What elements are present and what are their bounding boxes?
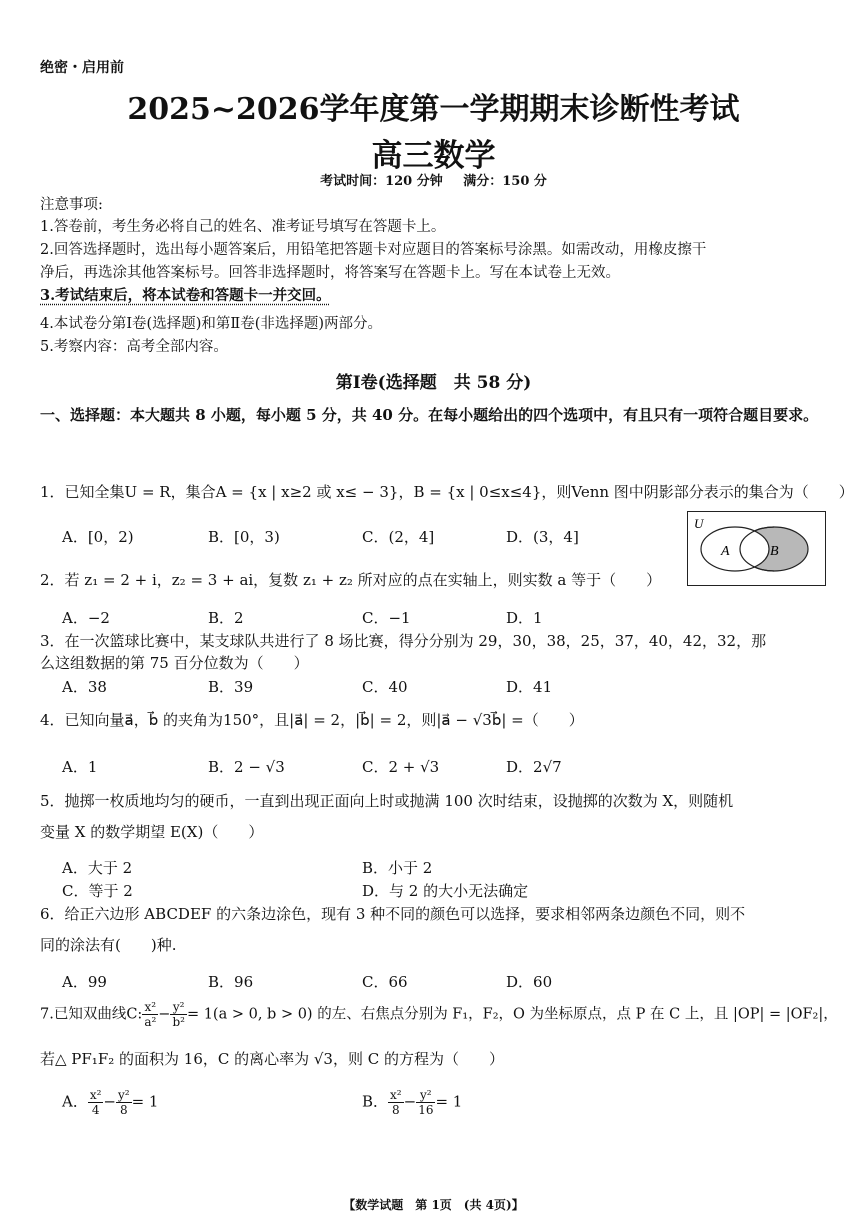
question-1-option-c: C．(2，4]: [362, 528, 435, 546]
exam-time: 考试时间：120 分钟: [320, 174, 443, 189]
section-title: 第Ⅰ卷(选择题 共 58 分): [335, 373, 532, 393]
question-4-stem: 4．已知向量a⃗，b⃗ 的夹角为150°，且|a⃗| = 2，|b⃗| = 2，则|a⃗ − √3b⃗| =（ ）: [40, 711, 584, 729]
question-5-stem-line-1: 5．抛掷一枚质地均匀的硬币，一直到出现正面向上时或抛满 100 次时结束，设抛掷的次数为 X，则随机: [40, 792, 734, 810]
note-item-5: 5.考察内容：高考全部内容。: [40, 339, 228, 355]
question-1-option-d: D．(3，4]: [506, 528, 579, 546]
question-7-stem-line-1: [40, 1000, 838, 1029]
question-2-option-d: D．1: [506, 609, 543, 627]
equation-tail: = 1: [131, 1092, 159, 1111]
venn-diagram-svg: [688, 512, 825, 585]
equation-tail: = 1: [435, 1092, 463, 1111]
question-7-prefix: 7.已知双曲线C:: [40, 1006, 143, 1023]
note-item-2-line-1: 2.回答选择题时，选出每小题答案后，用铅笔把答题卡对应题目的答案标号涂黑。如需改动，用橡皮擦干: [40, 242, 707, 258]
venn-set-a: [701, 527, 769, 571]
exam-meta: [0, 170, 867, 189]
question-1-option-a: A．[0，2): [62, 528, 134, 546]
fraction-denominator: 16: [418, 1103, 434, 1117]
fraction-numerator: y²: [118, 1088, 130, 1102]
question-3-option-b: B．39: [208, 678, 254, 696]
question-7-minus: −: [158, 1006, 171, 1023]
note-item-2-line-2: 净后，再选涂其他答案标号。回答非选择题时，将答案写在答题卡上。写在本试卷上无效。: [40, 265, 620, 281]
question-2-option-b: B．2: [208, 609, 244, 627]
minus-sign: −: [103, 1092, 116, 1111]
fraction-denominator: a²: [144, 1015, 157, 1029]
option-label: A．: [62, 1092, 88, 1111]
fraction-numerator: y²: [416, 1088, 435, 1103]
question-3-option-d: D．41: [506, 678, 553, 696]
question-4-option-c: C．2 + √3: [362, 758, 440, 776]
fraction-denominator: 8: [119, 1103, 128, 1117]
option-b-fraction-x: [388, 1088, 404, 1117]
fraction-denominator: b²: [172, 1015, 185, 1029]
question-7-stem-line-2: 若△ PF₁F₂ 的面积为 16，C 的离心率为 √3，则 C 的方程为（ ）: [40, 1050, 504, 1068]
exam-score: 满分：150 分: [463, 174, 547, 189]
note-item-1: 1.答卷前，考生务必将自己的姓名、准考证号填写在答题卡上。: [40, 219, 446, 235]
note-item-3: [40, 284, 331, 305]
fraction-denominator: 4: [91, 1103, 100, 1117]
question-5-option-d: D．与 2 的大小无法确定: [362, 882, 529, 900]
fraction-numerator: x²: [390, 1088, 402, 1102]
option-a-fraction-x: [88, 1088, 104, 1117]
question-3-stem-line-2: 么这组数据的第 75 百分位数为（ ）: [40, 654, 309, 672]
question-4-option-a: A．1: [62, 758, 98, 776]
fraction-numerator: x²: [89, 1088, 102, 1102]
question-6-option-a: A．99: [62, 973, 107, 991]
venn-diagram: [687, 511, 826, 586]
question-6-stem-line-1: 6．给正六边形 ABCDEF 的六条边涂色，现有 3 种不同的颜色可以选择，要求相邻两条边颜色不同，则不: [40, 905, 746, 923]
question-5-option-a: A．大于 2: [62, 859, 133, 877]
option-label: B．: [362, 1092, 389, 1111]
question-1-stem: 1．已知全集U = R，集合A = {x | x≥2 或 x≤ − 3}，B = {x | 0≤x≤4}，则Venn 图中阴影部分表示的集合为（ ）: [40, 483, 854, 501]
question-4-option-d: D．2√7: [506, 758, 562, 776]
question-7-suffix: = 1(a > 0, b > 0) 的左、右焦点分别为 F₁，F₂，O 为坐标原点，点 P 在 C 上，且 |OP| = |OF₂|，: [186, 1006, 838, 1023]
venn-set-a-label: A: [721, 544, 730, 559]
question-7-option-b: [362, 1088, 462, 1117]
question-5-option-c: C．等于 2: [62, 882, 133, 900]
fraction-denominator: 8: [392, 1103, 400, 1117]
question-6-stem-line-2: 同的涂法有( )种.: [40, 936, 177, 954]
note-item-4: 4.本试卷分第Ⅰ卷(选择题)和第Ⅱ卷(非选择题)两部分。: [40, 316, 383, 332]
venn-set-b-label: B: [770, 544, 779, 559]
question-2-stem: 2．若 z₁ = 2 + i，z₂ = 3 + ai，复数 z₁ + z₂ 所对应的点在实轴上，则实数 a 等于（ ）: [40, 571, 662, 589]
part1-instructions: 一、选择题：本大题共 8 小题，每小题 5 分，共 40 分。在每小题给出的四个选项中，有且只有一项符合题目要求。: [40, 406, 819, 424]
question-6-option-c: C．66: [362, 973, 408, 991]
fraction-numerator: x²: [142, 1000, 158, 1015]
venn-universe-label: U: [694, 516, 704, 531]
notes-heading: 注意事项:: [40, 197, 103, 213]
question-7-option-a: [62, 1088, 158, 1117]
question-1-option-b: B．[0，3): [208, 528, 280, 546]
page-footer: 【数学试题 第 1页 (共 4页)】: [343, 1198, 524, 1212]
question-3-stem-line-1: 3．在一次篮球比赛中，某支球队共进行了 8 场比赛，得分分别为 29，30，38，25，37，40，42，32，那: [40, 632, 767, 650]
option-b-fraction-y: [416, 1088, 435, 1117]
question-3-option-c: C．40: [362, 678, 408, 696]
question-6-option-b: B．96: [208, 973, 254, 991]
question-6-option-d: D．60: [506, 973, 553, 991]
question-7-fraction-x: [142, 1000, 158, 1029]
exam-title: 2025~2026学年度第一学期期末诊断性考试: [127, 92, 740, 127]
question-7-fraction-y: [170, 1000, 187, 1029]
question-4-option-b: B．2 − √3: [208, 758, 285, 776]
confidential-label: 绝密・启用前: [40, 60, 124, 76]
question-3-option-a: A．38: [62, 678, 107, 696]
question-5-stem-line-2: 变量 X 的数学期望 E(X)（ ）: [40, 823, 264, 841]
fraction-numerator: y²: [170, 1000, 187, 1015]
question-5-option-b: B．小于 2: [362, 859, 433, 877]
note-item-3-text: 3.考试结束后，将本试卷和答题卡一并交回。: [40, 287, 331, 304]
exam-subject: 高三数学: [371, 138, 496, 174]
question-2-option-a: A．−2: [62, 609, 110, 627]
minus-sign: −: [403, 1092, 417, 1111]
question-2-option-c: C．−1: [362, 609, 411, 627]
option-a-fraction-y: [116, 1088, 132, 1117]
